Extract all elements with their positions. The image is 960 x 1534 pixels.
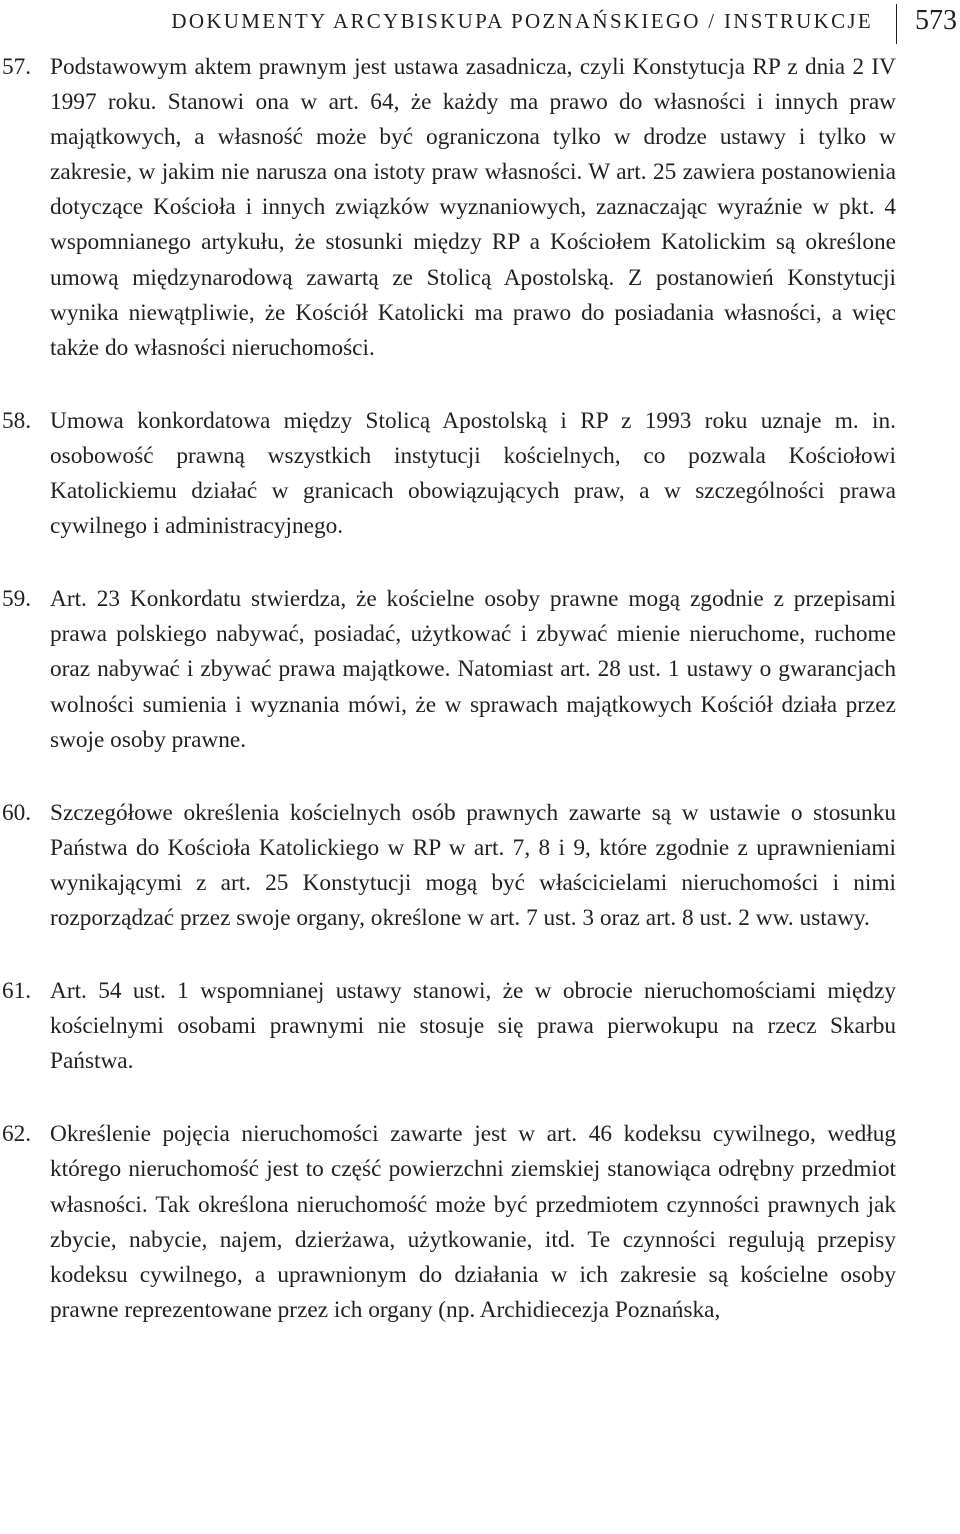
paragraph-number: 57. bbox=[2, 54, 32, 80]
paragraph-62 bbox=[0, 1117, 960, 1328]
paragraph-text: Podstawowym aktem prawnym jest ustawa zasadnicza, czyli Konstytucja RP z dnia 2 IV 1997 roku. Stanowi ona w art. 64, że każdy ma prawo do własności i innych praw majątkowych, a własność może być ograniczona tylko w drodze ustawy i tylko w zakresie, w jakim nie narusza ona istoty praw własności. W art. 25 zawiera postanowienia dotyczące Kościoła i innych związków wyznaniowych, zaznaczając wyraźnie w pkt. 4 wspomnianego artykułu, że stosunki między RP a Kościołem Katolickim są określone umową międzynarodową zawartą ze Stolicą Apostolską. Z postanowień Konstytucji wynika niewątpliwie, że Kościół Katolicki ma prawo do posiadania własności, a więc także do własności nieruchomości. bbox=[50, 54, 896, 361]
paragraph-number: 58. bbox=[2, 407, 32, 434]
paragraph-text: Art. 54 ust. 1 wspomnianej ustawy stanowi, że w obrocie nieruchomościami między kościelnymi osobami prawnymi nie stosuje się prawa pierwokupu na rzecz Skarbu Państwa. bbox=[50, 978, 896, 1075]
paragraph-number: 60. bbox=[2, 799, 32, 826]
page-number: 573 bbox=[915, 5, 957, 36]
paragraph-61 bbox=[0, 974, 960, 1079]
paragraph-number: 62. bbox=[2, 1121, 32, 1148]
paragraph-text: Umowa konkordatowa między Stolicą Apostolską i RP z 1993 roku uznaje m. in. osobowość prawną wszystkich instytucji kościelnych, co pozwala Kościołowi Katolickiemu działać w granicach obowiązujących praw, a w szczególności prawa cywilnego i administracyjnego. bbox=[50, 407, 896, 540]
header-divider bbox=[896, 4, 897, 44]
paragraph-number: 59. bbox=[2, 586, 32, 613]
paragraph-58 bbox=[0, 404, 960, 544]
document-body bbox=[0, 50, 960, 1366]
paragraph-number: 61. bbox=[2, 978, 32, 1005]
page-header bbox=[0, 0, 960, 46]
paragraph-57 bbox=[0, 50, 960, 366]
running-title: DOKUMENTY ARCYBISKUPA POZNAŃSKIEGO / INSTRUKCJE bbox=[171, 9, 873, 33]
paragraph-text: Szczegółowe określenia kościelnych osób prawnych zawarte są w ustawie o stosunku Państwa do Kościoła Katolickiego w RP w art. 7, 8 i 9, które zgodnie z uprawnieniami wynikającymi z art. 25 Konstytucji mogą być właścicielami nieruchomości i nimi rozporządzać przez swoje organy, określone w art. 7 ust. 3 oraz art. 8 ust. 2 ww. ustawy. bbox=[50, 799, 896, 931]
paragraph-59 bbox=[0, 582, 960, 757]
paragraph-60 bbox=[0, 796, 960, 936]
paragraph-text: Określenie pojęcia nieruchomości zawarte jest w art. 46 kodeksu cywilnego, według którego nieruchomość jest to część powierzchni ziemskiej stanowiąca odrębny przedmiot własności. Tak określona nieruchomość może być przedmiotem czynności prawnych jak zbycie, nabycie, najem, dzierżawa, użytkowanie, itd. Te czynności regulują przepisy kodeksu cywilnego, a uprawnionym do działania w ich zakresie są kościelne osoby prawne reprezentowane przez ich organy (np. Archidiecezja Poznańska, bbox=[50, 1121, 896, 1323]
paragraph-text: Art. 23 Konkordatu stwierdza, że kościelne osoby prawne mogą zgodnie z przepisami prawa polskiego nabywać, posiadać, użytkować i zbywać mienie nieruchome, ruchome oraz nabywać i zbywać prawa majątkowe. Natomiast art. 28 ust. 1 ustawy o gwarancjach wolności sumienia i wyznania mówi, że w sprawach majątkowych Kościół działa przez swoje osoby prawne. bbox=[50, 586, 896, 753]
